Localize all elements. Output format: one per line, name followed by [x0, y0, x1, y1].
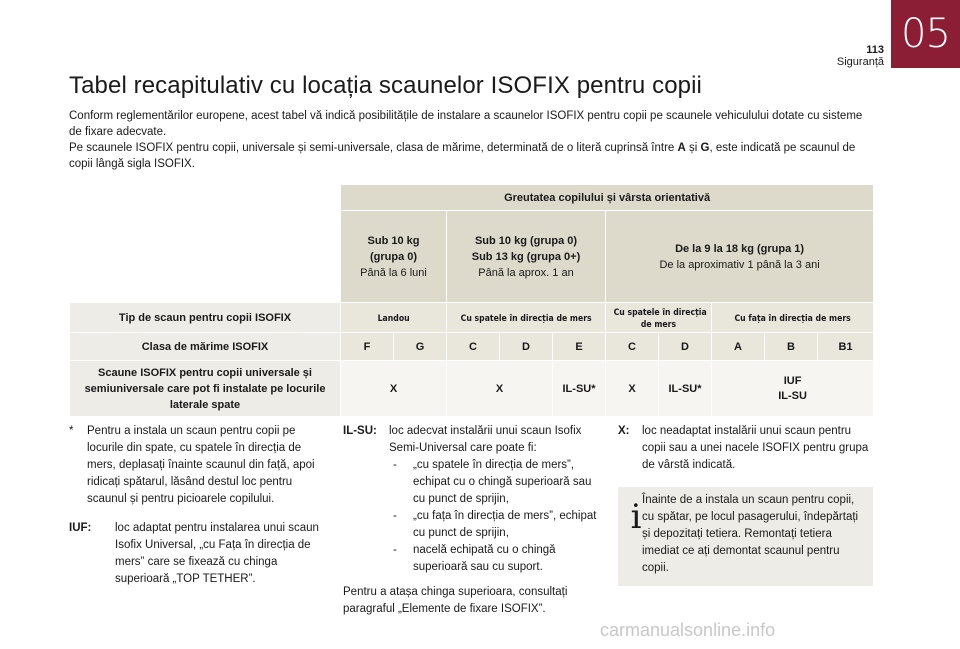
notes-right	[618, 423, 873, 474]
class-label: Clasa de mărime ISOFIX	[70, 333, 341, 361]
notes-left	[69, 423, 324, 588]
page-title: Tabel recapitulativ cu locația scaunelor ISOFIX pentru copii	[69, 72, 702, 99]
info-text: Înainte de a instala un scaun pentru copii, cu spătar, pe locul pasagerului, îndepărtați și depozitați tetiera. Remontați tetiera imediat ce ați demontat scaunul pentru copii.	[642, 494, 859, 574]
class-cell: D	[500, 333, 553, 361]
class-cell: A	[712, 333, 765, 361]
ilsu-item: - „cu fața în direcția de mers”, echipat cu punct de sprijin,	[393, 510, 597, 539]
group-2-header: Sub 10 kg (grupa 0) Sub 13 kg (grupa 0+) Până la aprox. 1 an	[447, 211, 606, 303]
page-number: 113	[866, 44, 884, 56]
type-rear-facing-2: Cu spatele în direcția de mers	[606, 303, 712, 333]
ilsu-footer: Pentru a atașa chinga superioara, consultați paragraful „Elemente de fixare ISOFIX”.	[343, 586, 568, 615]
class-cell: D	[659, 333, 712, 361]
class-cell: E	[553, 333, 606, 361]
ilsu-item: - nacelă echipată cu o chingă superioară sau cu suport.	[393, 544, 556, 573]
note-star: * Pentru a instala un scaun pentru copii pe locurile din spate, cu spatele în direcția de mers, deplasați înainte scaunul din față, apoi ridicați spătarul, lăsând destul loc pentru scaunul și pentru picioarele copilului.	[69, 425, 315, 505]
value-rear2-c: X	[606, 361, 659, 417]
value-rear1-cd: X	[447, 361, 553, 417]
intro-paragraph-1: Conform reglementărilor europene, acest tabel vă indică posibilitățile de instalare a scaunelor ISOFIX pentru copii pe scaunele vehiculului dotate cu sisteme de fixare adecvate.	[69, 110, 863, 138]
class-cell: F	[341, 333, 394, 361]
note-x: X: loc neadaptat instalării unui scaun pentru copii sau a unei nacele ISOFIX pentru grupa de vârstă indicată.	[618, 425, 869, 471]
info-box	[618, 487, 873, 586]
isofix-table	[69, 184, 874, 417]
value-landou: X	[341, 361, 447, 417]
intro-text	[69, 108, 869, 172]
type-forward-facing: Cu fața în direcția de mers	[712, 303, 874, 333]
type-rear-facing-1: Cu spatele în direcția de mers	[447, 303, 606, 333]
class-cell: B	[765, 333, 818, 361]
group-3-header: De la 9 la 18 kg (grupa 1) De la aproximativ 1 până la 3 ani	[606, 211, 874, 303]
notes-middle	[343, 423, 603, 618]
class-cell: C	[606, 333, 659, 361]
type-label: Tip de scaun pentru copii ISOFIX	[70, 303, 341, 333]
section-name: Siguranță	[836, 56, 884, 68]
info-icon: i	[630, 497, 642, 537]
class-cell: C	[447, 333, 500, 361]
note-iuf: IUF: loc adaptat pentru instalarea unui scaun Isofix Universal, „cu Fața în direcția de mers” care se fixează cu chinga superioară „TOP TETHER”.	[69, 522, 319, 585]
empty-corner	[70, 185, 341, 211]
class-cell: B1	[818, 333, 874, 361]
group-1-header: Sub 10 kg (grupa 0) Până la 6 luni	[341, 211, 447, 303]
seats-label: Scaune ISOFIX pentru copii universale și semiuniversale care pot fi instalate pe locurile laterale spate	[70, 361, 341, 417]
intro-paragraph-2: Pe scaunele ISOFIX pentru copii, universale și semi-universale, clasa de mărime, determinată de o literă cuprinsă între A și G, este indicată pe scaunul de copii lângă sigla ISOFIX.	[69, 142, 856, 170]
type-landou: Landou	[341, 303, 447, 333]
value-rear2-d: IL-SU*	[659, 361, 712, 417]
ilsu-item: - „cu spatele în direcția de mers”, echipat cu o chingă superioară sau cu punct de sprijin,	[393, 459, 592, 505]
value-rear1-e: IL-SU*	[553, 361, 606, 417]
empty-corner-2	[70, 211, 341, 303]
chapter-tab	[891, 0, 960, 68]
chapter-number: 05	[901, 11, 950, 57]
weight-header: Greutatea copilului și vârsta orientativă	[341, 185, 874, 211]
value-forward: IUF IL-SU	[712, 361, 874, 417]
class-cell: G	[394, 333, 447, 361]
note-ilsu: IL-SU: loc adecvat instalării unui scaun Isofix Semi-Universal care poate fi: - „cu spatele în direcția de mers”, echipat cu o chingă superioară sau cu punct de sprijin, - „cu fața în direcția de mers”, echipat cu punct de sprijin, - nacelă echipată cu o chingă superioară sau cu suport.	[343, 423, 603, 576]
watermark: carmanualsonline.info	[600, 620, 776, 640]
page-number-block	[837, 44, 884, 68]
